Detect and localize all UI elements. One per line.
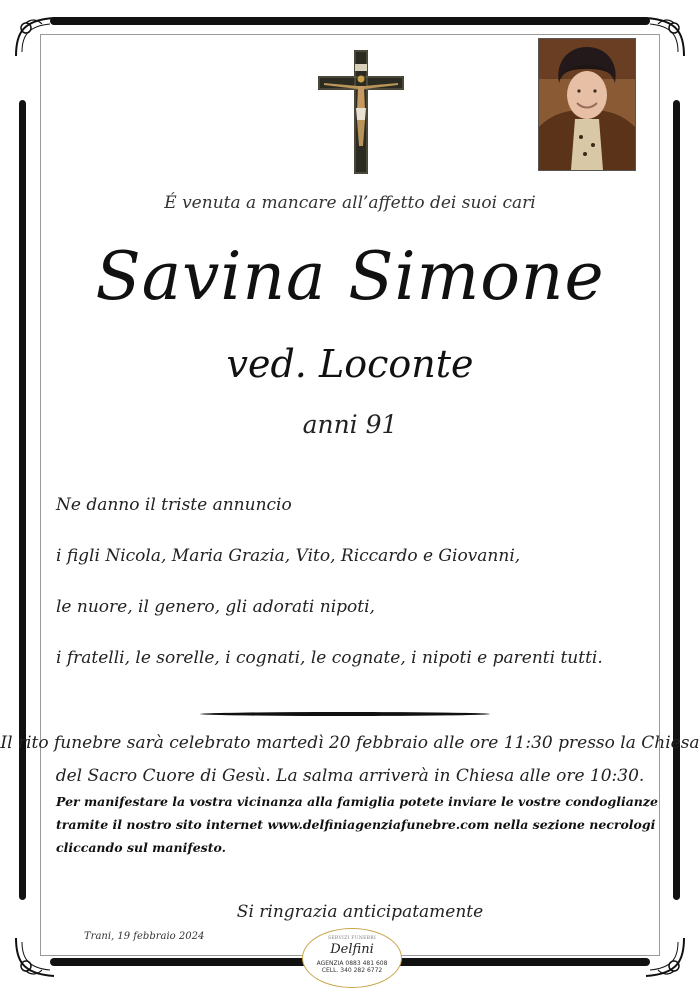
corner-ornament-icon xyxy=(642,14,688,60)
announcement-line: le nuore, il genero, gli adorati nipoti, xyxy=(56,597,375,617)
condolences-line: cliccando sul manifesto. xyxy=(56,840,226,855)
agency-tagline: SERVIZI FUNEBRI xyxy=(327,936,377,941)
divider xyxy=(200,712,490,716)
announcement-line: Ne danno il triste annuncio xyxy=(56,495,292,515)
funeral-rite-line: del Sacro Cuore di Gesù. La salma arriverà in Chiesa alle ore 10:30. xyxy=(55,766,645,786)
frame-top-bar xyxy=(50,17,650,25)
thanks-line: Si ringrazia anticipatamente xyxy=(236,902,484,922)
funeral-rite-line: Il rito funebre sarà celebrato martedì 20 febbraio alle ore 11:30 presso la Chiesa xyxy=(0,733,700,753)
agency-contact xyxy=(303,960,401,974)
agency-logo xyxy=(302,928,402,988)
announcement-line: i figli Nicola, Maria Grazia, Vito, Riccardo e Giovanni, xyxy=(56,546,521,566)
agency-brand: Delfini xyxy=(330,942,374,957)
corner-ornament-icon xyxy=(12,934,58,980)
corner-ornament-icon xyxy=(12,14,58,60)
deceased-name: Savina Simone xyxy=(95,238,605,315)
agency-cell: CELL. 340 282 6772 xyxy=(321,967,383,974)
condolences-line: tramite il nostro sito internet www.delfiniagenziafunebre.com nella sezione necrologi xyxy=(56,817,656,832)
crucifix-icon xyxy=(318,50,404,174)
intro-line: É venuta a mancare all’affetto dei suoi cari xyxy=(164,193,536,213)
condolences-line: Per manifestare la vostra vicinanza alla famiglia potete inviare le vostre condoglianze xyxy=(56,794,658,809)
widow-of: ved. Loconte xyxy=(226,342,474,386)
age: anni 91 xyxy=(302,410,398,439)
agency-phone: AGENZIA 0883 481 608 xyxy=(316,960,388,967)
dateline: Trani, 19 febbraio 2024 xyxy=(84,931,205,942)
portrait-photo xyxy=(538,38,636,171)
corner-ornament-icon xyxy=(642,934,688,980)
announcement-line: i fratelli, le sorelle, i cognati, le cognate, i nipoti e parenti tutti. xyxy=(56,648,603,668)
